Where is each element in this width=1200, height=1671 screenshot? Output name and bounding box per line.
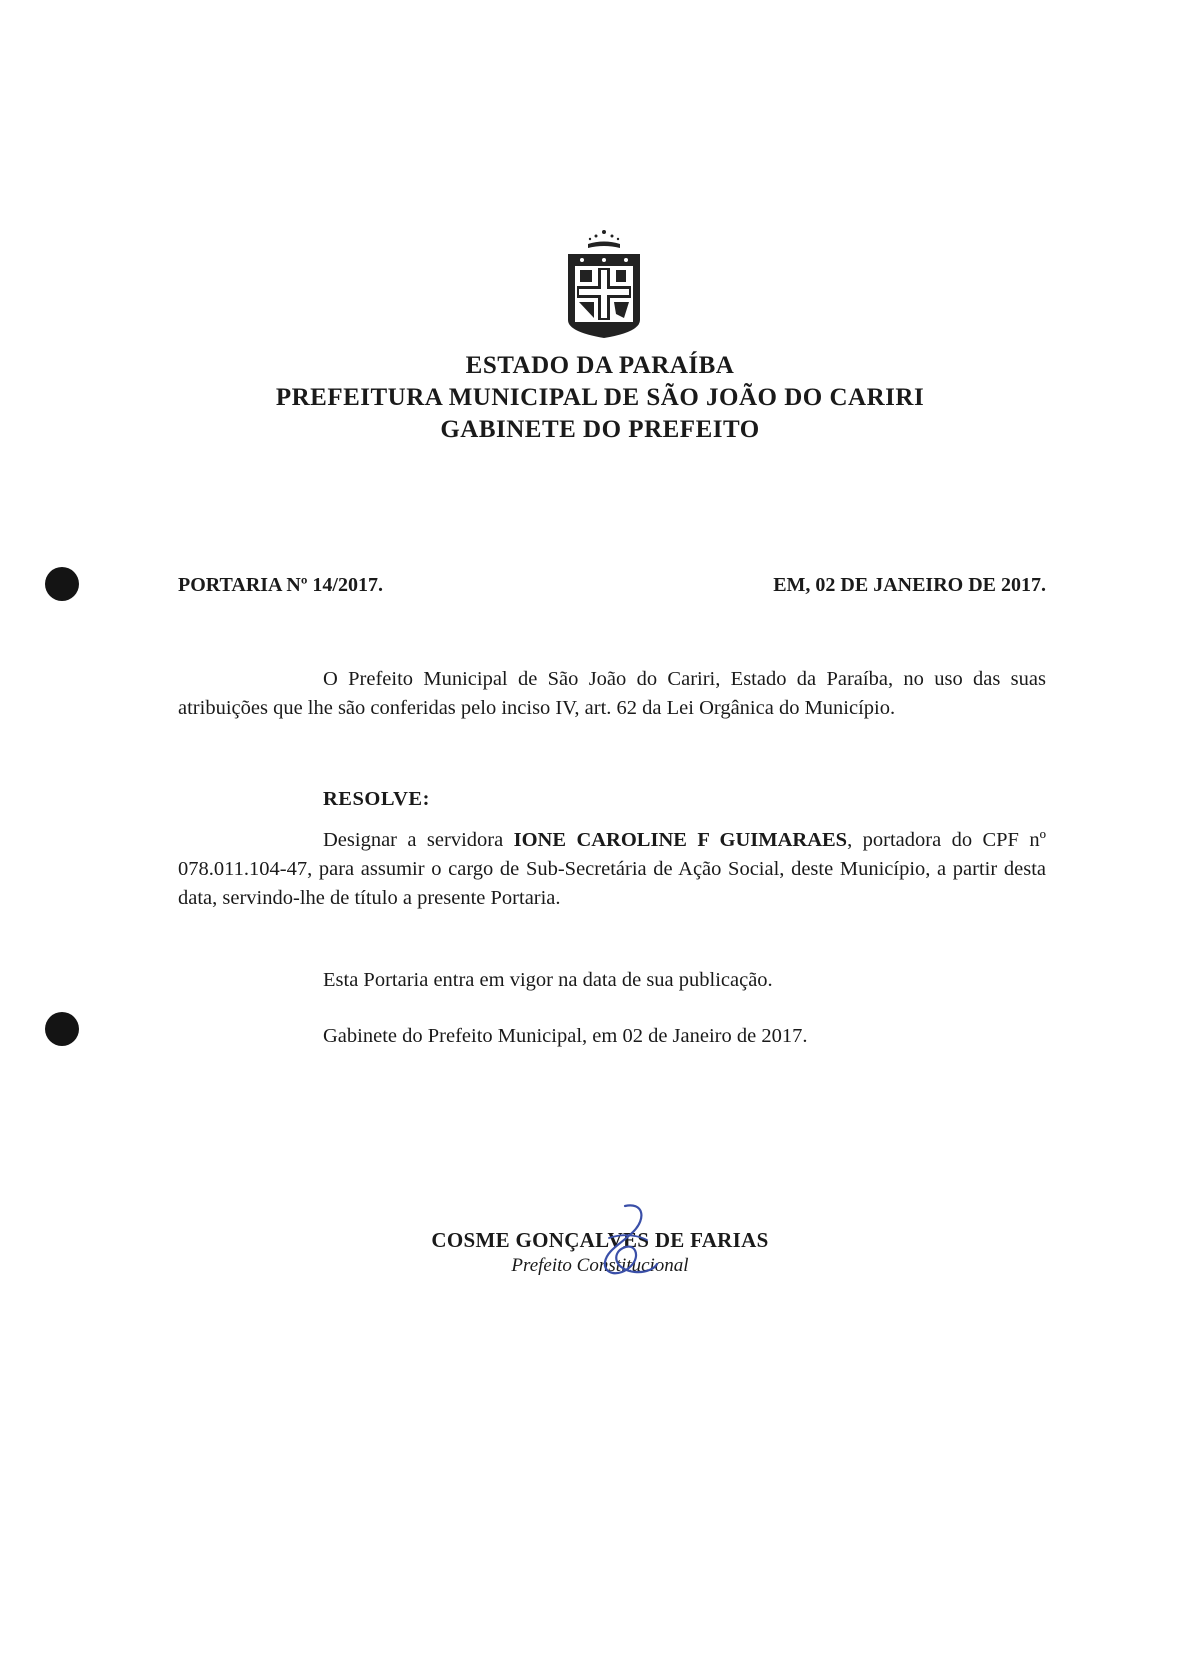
header-office: GABINETE DO PREFEITO: [440, 416, 760, 443]
resolve-heading: RESOLVE:: [323, 788, 430, 810]
gabinete-paragraph: Gabinete do Prefeito Municipal, em 02 de Janeiro de 2017.: [323, 1025, 808, 1047]
vigor-paragraph: Esta Portaria entra em vigor na data de sua publicação.: [323, 969, 773, 991]
intro-paragraph: O Prefeito Municipal de São João do Cariri, Estado da Paraíba, no uso das suas atribuições que lhe são conferidas pelo inciso IV, art. 62 da Lei Orgânica do Município.: [178, 668, 1046, 719]
designation-suffix: , portadora do CPF nº 078.011.104-47, para assumir o cargo de Sub-Secretária de Ação Social, deste Município, a partir desta data, servindo-lhe de título a presente Portaria.: [178, 829, 1046, 909]
signatory-title: Prefeito Constitucional: [511, 1255, 689, 1276]
portaria-number: PORTARIA Nº 14/2017.: [178, 574, 383, 596]
portaria-date: EM, 02 DE JANEIRO DE 2017.: [773, 574, 1046, 596]
designation-paragraph: [178, 826, 1046, 913]
portaria-meta: [178, 574, 1046, 604]
header-state: ESTADO DA PARAÍBA: [465, 352, 735, 379]
document-header: [0, 350, 1200, 446]
designation-prefix: Designar a servidora: [323, 829, 514, 851]
designated-person-name: IONE CAROLINE F GUIMARAES: [513, 829, 848, 851]
punch-hole-bottom: [45, 1012, 79, 1046]
punch-hole-top: [45, 567, 79, 601]
signatory-name: COSME GONÇALVES DE FARIAS: [431, 1228, 769, 1252]
coat-of-arms-icon: [562, 228, 646, 340]
handwritten-signature-icon: [585, 1198, 665, 1288]
header-municipality: PREFEITURA MUNICIPAL DE SÃO JOÃO DO CARIRI: [275, 384, 925, 411]
